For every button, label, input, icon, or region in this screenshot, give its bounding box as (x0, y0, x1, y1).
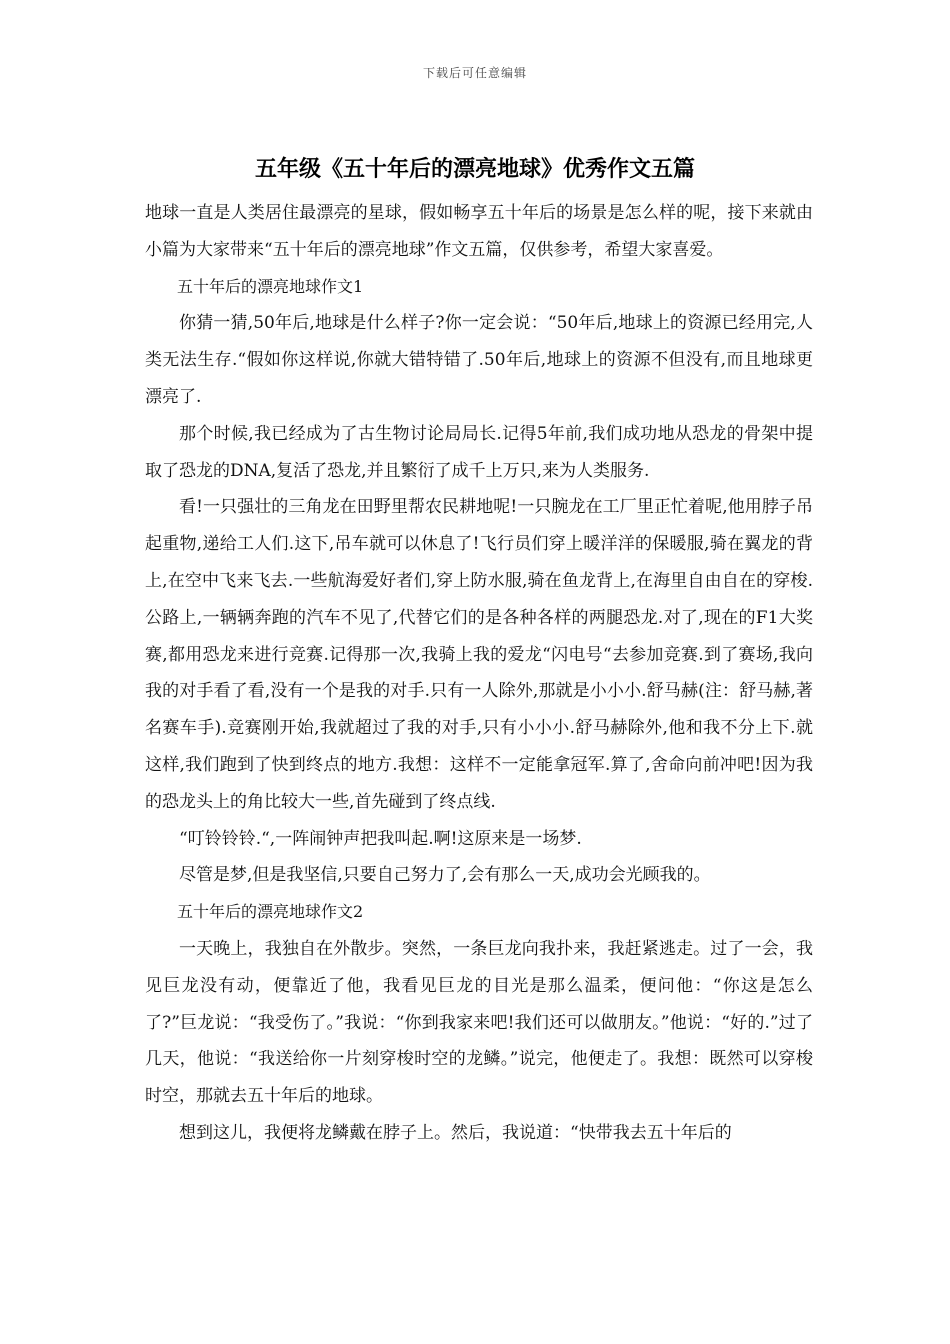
document-title: 五年级《五十年后的漂亮地球》优秀作文五篇 (254, 156, 695, 182)
section-heading-2: 五十年后的漂亮地球作文2 (177, 902, 364, 922)
header-note: 下载后可任意编辑 (422, 66, 527, 80)
document-body (145, 195, 813, 1152)
body-paragraph: 看!一只强壮的三角龙在田野里帮农民耕地呢!一只腕龙在工厂里正忙着呢,他用脖子吊起重物,递给工人们.这下,吊车就可以休息了!飞行员们穿上暖洋洋的保暖服,骑在翼龙的背上,在空中飞来飞去.一些航海爱好者们,穿上防水服,骑在鱼龙背上,在海里自由自在的穿梭.公路上,一辆辆奔跑的汽车不见了,代替它们的是各种各样的两腿恐龙.对了,现在的F1大奖赛,都用恐龙来进行竞赛.记得那一次,我骑上我的爱龙“闪电号“去参加竞赛.到了赛场,我向我的对手看了看,没有一个是我的对手.只有一人除外,那就是小小小.舒马赫(注：舒马赫,著名赛车手).竞赛刚开始,我就超过了我的对手,只有小小小.舒马赫除外,他和我不分上下.就这样,我们跑到了快到终点的地方.我想：这样不一定能拿冠军.算了,舍命向前冲吧!因为我的恐龙头上的角比较大一些,首先碰到了终点线. (145, 497, 813, 812)
intro-paragraph: 地球一直是人类居住最漂亮的星球，假如畅享五十年后的场景是怎么样的呢，接下来就由小篇为大家带来“五十年后的漂亮地球”作文五篇，仅供参考，希望大家喜爱。 (145, 203, 813, 260)
body-paragraph: 想到这儿，我便将龙鳞戴在脖子上。然后，我说道：“快带我去五十年后的 (179, 1122, 732, 1143)
body-paragraph: 尽管是梦,但是我坚信,只要自己努力了,会有那么一天,成功会光顾我的。 (179, 865, 711, 886)
body-paragraph: 一天晚上，我独自在外散步。突然，一条巨龙向我扑来，我赶紧逃走。过了一会，我见巨龙没有动，便靠近了他，我看见巨龙的目光是那么温柔，便问他：“你这是怎么了?”巨龙说：“我受伤了。”我说：“你到我家来吧!我们还可以做朋友。”他说：“好的.”过了几天，他说：“我送给你一片刻穿梭时空的龙鳞。”说完，他便走了。我想：既然可以穿梭时空，那就去五十年后的地球。 (145, 938, 813, 1107)
body-paragraph: “叮铃铃铃.“,一阵闹钟声把我叫起.啊!这原来是一场梦. (179, 828, 582, 849)
section-heading-1: 五十年后的漂亮地球作文1 (177, 276, 364, 296)
body-paragraph: 你猜一猜,50年后,地球是什么样子?你一定会说：“50年后,地球上的资源已经用完,人类无法生存.“假如你这样说,你就大错特错了.50年后,地球上的资源不但没有,而且地球更漂亮了. (145, 313, 813, 407)
body-paragraph: 那个时候,我已经成为了古生物讨论局局长.记得5年前,我们成功地从恐龙的骨架中提取了恐龙的DNA,复活了恐龙,并且繁衍了成千上万只,来为人类服务. (145, 423, 813, 481)
